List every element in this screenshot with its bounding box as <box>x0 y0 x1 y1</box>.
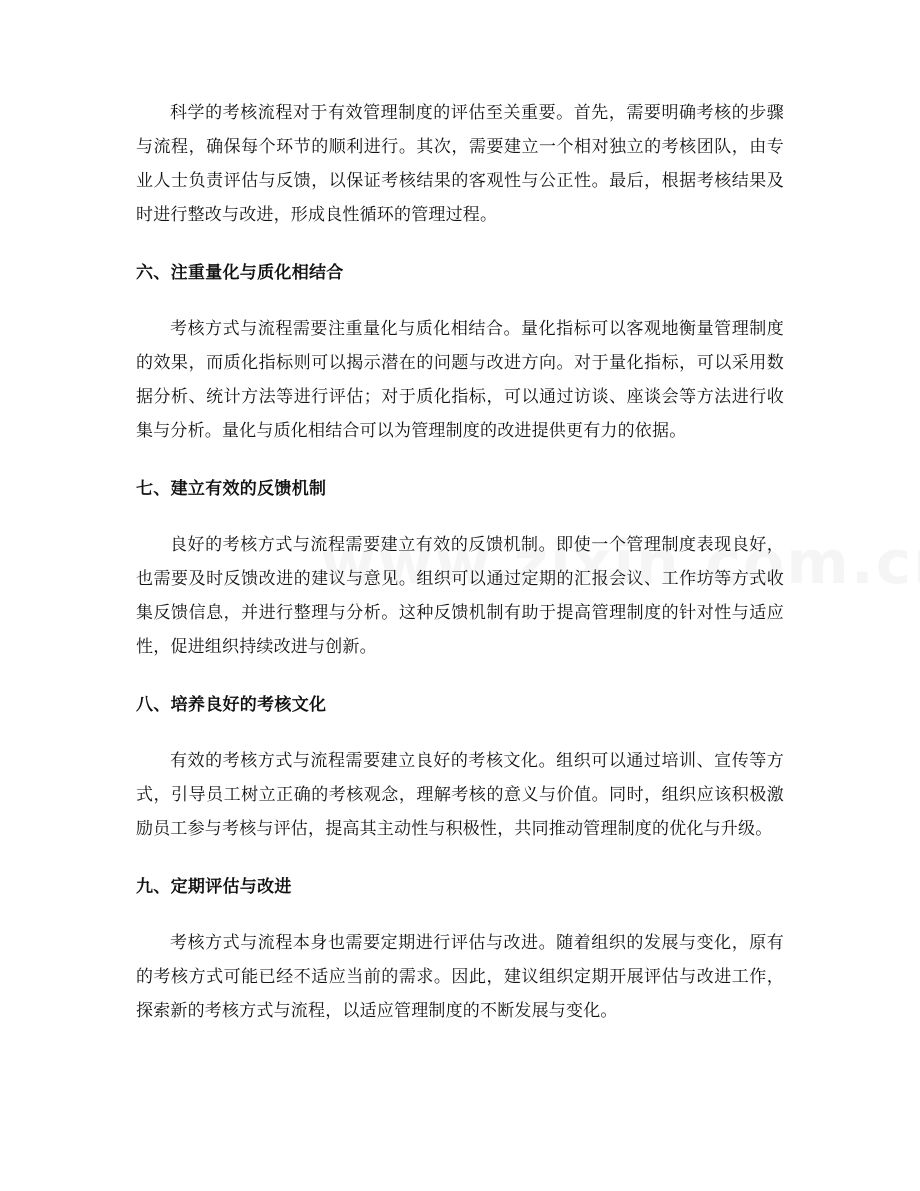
spacer <box>136 664 784 688</box>
spacer <box>136 904 784 926</box>
paragraph-intro: 科学的考核流程对于有效管理制度的评估至关重要。首先，需要明确考核的步骤与流程，确保每个环节的顺利进行。其次，需要建立一个相对独立的考核团队，由专业人士负责评估与反馈，以保证考核结果的客观性与公正性。最后，根据考核结果及时进行整改与改进，形成良性循环的管理过程。 <box>136 103 784 225</box>
spacer <box>136 846 784 870</box>
spacer <box>136 506 784 528</box>
section-heading-7: 七、建立有效的反馈机制 <box>136 479 327 499</box>
paragraph-section-7: 良好的考核方式与流程需要建立有效的反馈机制。即使一个管理制度表现良好，也需要及时反馈改进的建议与意见。组织可以通过定期的汇报会议、工作坊等方式收集反馈信息，并进行整理与分析。这种反馈机制有助于提高管理制度的针对性与适应性，促进组织持续改进与创新。 <box>136 535 784 657</box>
spacer <box>136 232 784 256</box>
paragraph-section-8: 有效的考核方式与流程需要建立良好的考核文化。组织可以通过培训、宣传等方式，引导员工树立正确的考核观念，理解考核的意义与价值。同时，组织应该积极激励员工参与考核与评估，提高其主动性与积极性，共同推动管理制度的优化与升级。 <box>136 751 784 839</box>
section-heading-9: 九、定期评估与改进 <box>136 877 292 897</box>
paragraph-section-6: 考核方式与流程需要注重量化与质化相结合。量化指标可以客观地衡量管理制度的效果，而质化指标则可以揭示潜在的问题与改进方向。对于量化指标，可以采用数据分析、统计方法等进行评估；对于质化指标，可以通过访谈、座谈会等方法进行收集与分析。量化与质化相结合可以为管理制度的改进提供更有力的依据。 <box>136 319 784 441</box>
paragraph-section-9: 考核方式与流程本身也需要定期进行评估与改进。随着组织的发展与变化，原有的考核方式可能已经不适应当前的需求。因此，建议组织定期开展评估与改进工作，探索新的考核方式与流程，以适应管理制度的不断发展与变化。 <box>136 933 784 1021</box>
section-heading-8: 八、培养良好的考核文化 <box>136 695 327 715</box>
spacer <box>136 290 784 312</box>
document-body <box>136 96 784 1028</box>
section-heading-6: 六、注重量化与质化相结合 <box>136 263 344 283</box>
spacer <box>136 448 784 472</box>
spacer <box>136 722 784 744</box>
